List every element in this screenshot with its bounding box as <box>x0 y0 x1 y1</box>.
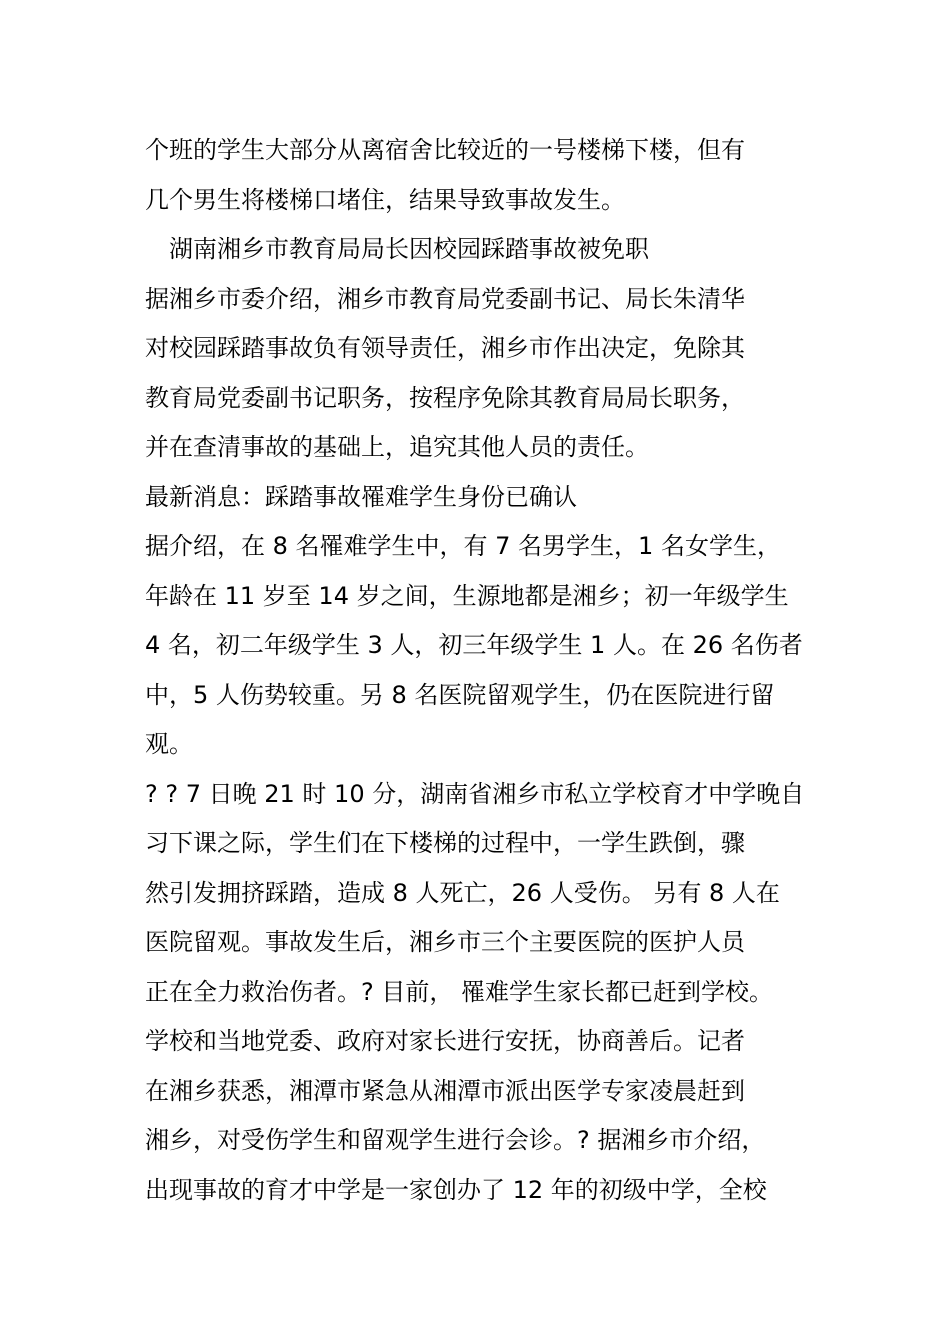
paragraph-line: 对校园踩踏事故负有领导责任，湘乡市作出决定，免除其 <box>145 334 745 362</box>
paragraph-line: 中，5 人伤势较重。另 8 名医院留观学生，仍在医院进行留 <box>145 680 775 709</box>
paragraph-line: 习下课之际，学生们在下楼梯的过程中，一学生跌倒，骤 <box>145 829 745 857</box>
paragraph-line: 然引发拥挤踩踏，造成 8 人死亡，26 人受伤。 另有 8 人在 <box>145 878 780 907</box>
paragraph-line: 4 名，初二年级学生 3 人，初三年级学生 1 人。在 26 名伤者 <box>145 631 803 659</box>
paragraph-line: 教育局党委副书记职务，按程序免除其教育局局长职务， <box>145 383 745 412</box>
section-heading: 湖南湘乡市教育局局长因校园踩踏事故被免职 <box>169 235 649 263</box>
section-heading: 最新消息：踩踏事故罹难学生身份已确认 <box>145 482 577 511</box>
paragraph-line: 出现事故的育才中学是一家创办了 12 年的初级中学，全校 <box>145 1175 767 1204</box>
paragraph-line: 据介绍，在 8 名罹难学生中，有 7 名男学生，1 名女学生， <box>145 532 781 560</box>
paragraph-line: 学校和当地党委、政府对家长进行安抚，协商善后。记者 <box>145 1027 745 1055</box>
paragraph-line: 几个男生将楼梯口堵住，结果导致事故发生。 <box>145 185 625 214</box>
paragraph-line: 在湘乡获悉，湘潭市紧急从湘潭市派出医学专家凌晨赶到 <box>145 1076 745 1105</box>
paragraph-line: 个班的学生大部分从离宿舍比较近的一号楼梯下楼，但有 <box>145 136 745 164</box>
paragraph-line: 年龄在 11 岁至 14 岁之间，生源地都是湘乡；初一年级学生 <box>145 581 789 610</box>
paragraph-line: 据湘乡市委介绍，湘乡市教育局党委副书记、局长朱清华 <box>145 284 745 313</box>
paragraph-line: 正在全力救治伤者。? 目前， 罹难学生家长都已赶到学校。 <box>145 977 773 1006</box>
document-body <box>145 126 845 1215</box>
paragraph-line: 观。 <box>145 730 193 758</box>
paragraph-line: 并在查清事故的基础上，追究其他人员的责任。 <box>145 433 649 461</box>
paragraph-line: 湘乡，对受伤学生和留观学生进行会诊。? 据湘乡市介绍， <box>145 1126 766 1154</box>
paragraph-line: ? ? 7 日晚 21 时 10 分，湖南省湘乡市私立学校育才中学晚自 <box>145 779 805 808</box>
paragraph-line: 医院留观。事故发生后，湘乡市三个主要医院的医护人员 <box>145 928 745 956</box>
